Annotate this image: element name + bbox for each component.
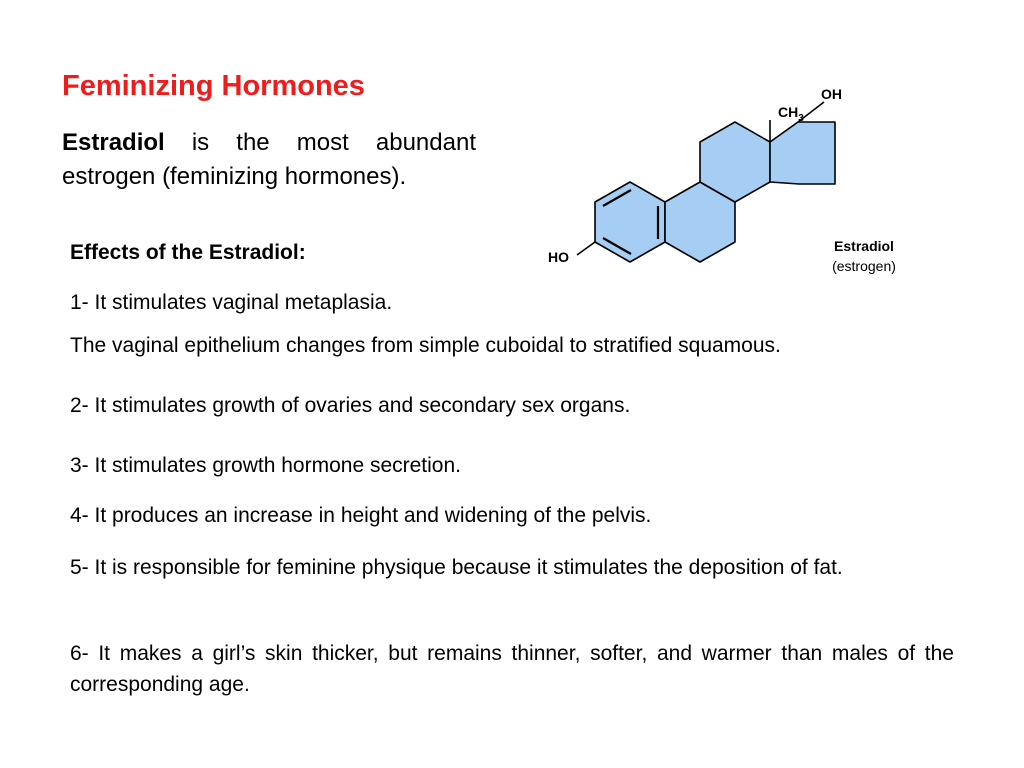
- effect-item-1-detail: The vaginal epithelium changes from simple cuboidal to stratified squamous.: [70, 334, 781, 357]
- effect-item-3: 3- It stimulates growth hormone secretion.: [70, 454, 462, 477]
- slide-title: Feminizing Hormones: [62, 70, 365, 102]
- ho-bond: [577, 242, 595, 255]
- oh-label: OH: [821, 86, 842, 102]
- ring-d: [770, 122, 835, 184]
- intro-bold-term: Estradiol: [62, 129, 165, 156]
- molecule-caption-class: (estrogen): [832, 258, 896, 274]
- ch-label: CH: [778, 104, 799, 120]
- effect-item-6: 6- It makes a girl’s skin thicker, but remains thinner, softer, and warmer than males of the corresponding age.: [70, 642, 954, 696]
- effect-item-2: 2- It stimulates growth of ovaries and secondary sex organs.: [70, 394, 631, 417]
- ch3-label: [778, 104, 804, 124]
- ring-a: [595, 182, 665, 262]
- intro-text: is the most abundant estrogen (feminizing hormones).: [62, 129, 476, 190]
- effects-heading: Effects of the Estradiol:: [70, 241, 306, 264]
- molecule-caption-name: Estradiol: [834, 238, 894, 254]
- ch-subscript: 3: [798, 113, 804, 124]
- effect-item-1: 1- It stimulates vaginal metaplasia.: [70, 291, 393, 314]
- effect-item-4: 4- It produces an increase in height and widening of the pelvis.: [70, 504, 652, 527]
- ho-label: HO: [548, 249, 569, 265]
- intro-paragraph: [62, 126, 476, 194]
- effect-item-5: 5- It is responsible for feminine physique because it stimulates the deposition of fat.: [70, 556, 843, 579]
